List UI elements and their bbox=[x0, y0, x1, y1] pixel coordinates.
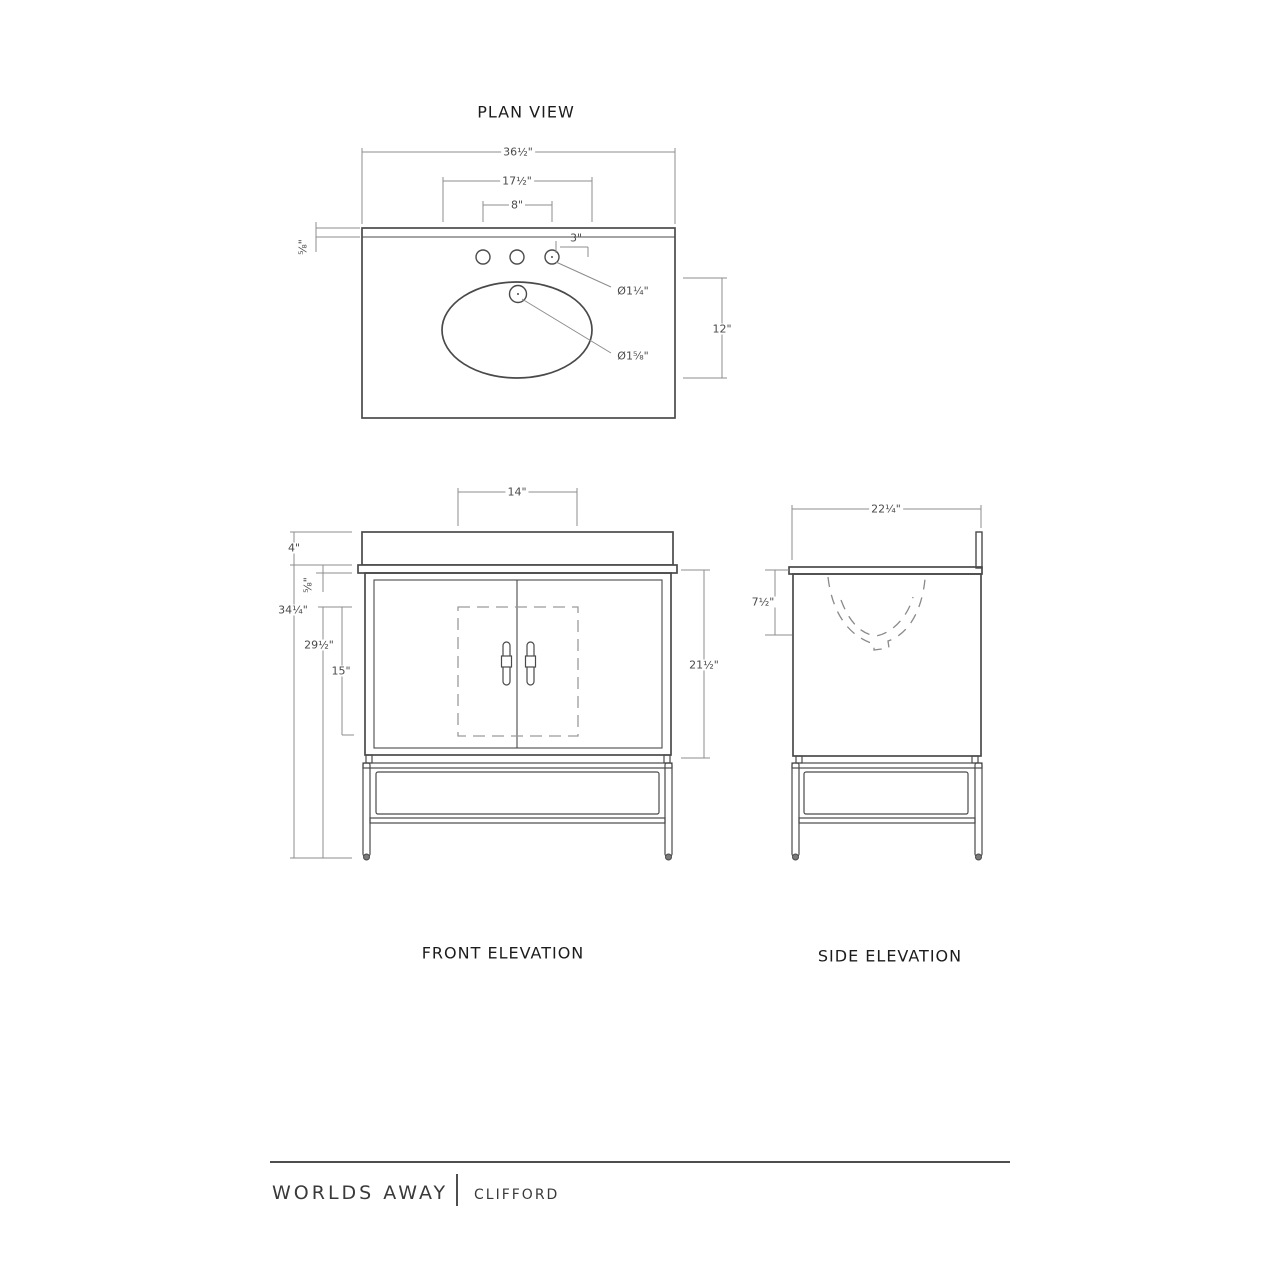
dim-front-clearance-height: 29½" bbox=[304, 638, 334, 652]
dim-front-top-thickness: ⅝" bbox=[301, 577, 315, 593]
front-countertop bbox=[358, 565, 677, 573]
dim-plan-drain-hole-dia: Ø1⅝" bbox=[617, 349, 649, 363]
side-left-foot bbox=[793, 854, 799, 860]
dim-plan-sink-cutout-width: 17½" bbox=[502, 174, 532, 188]
front-cabinet-body bbox=[365, 573, 671, 755]
side-right-foot bbox=[976, 854, 982, 860]
plan-view-drawing bbox=[362, 228, 675, 418]
footer-rule bbox=[270, 1161, 1010, 1163]
side-elevation-drawing bbox=[789, 532, 982, 860]
dim-front-interior-height: 15" bbox=[331, 664, 351, 678]
dim-plan-top-thickness: ⅝" bbox=[296, 239, 310, 255]
dim-plan-hole-offset: 3" bbox=[569, 231, 583, 245]
sink-bowl-dashed bbox=[828, 577, 925, 650]
dim-front-backsplash-cutout-width: 14" bbox=[507, 485, 527, 499]
plan-view-title: PLAN VIEW bbox=[477, 102, 575, 122]
front-door-panels bbox=[374, 580, 662, 748]
dim-front-cabinet-height: 21½" bbox=[689, 658, 719, 672]
faucet-hole-center bbox=[510, 250, 524, 264]
front-elevation-title: FRONT ELEVATION bbox=[421, 943, 585, 963]
interior-clearance-dashed bbox=[458, 607, 578, 736]
front-base-frame bbox=[363, 755, 672, 860]
dim-side-overall-depth: 22¼" bbox=[871, 502, 901, 516]
faucet-hole-left bbox=[476, 250, 490, 264]
sink-basin-oval bbox=[442, 282, 592, 378]
side-backsplash bbox=[976, 532, 982, 568]
front-left-foot bbox=[364, 854, 370, 860]
front-elevation-drawing bbox=[358, 532, 677, 860]
plan-countertop-outline bbox=[362, 228, 675, 418]
dim-front-backsplash-height: 4" bbox=[287, 541, 301, 555]
side-base-frame bbox=[792, 756, 982, 860]
side-elevation-dimension-lines bbox=[765, 502, 981, 635]
dim-plan-overall-width: 36½" bbox=[503, 145, 533, 159]
footer-divider bbox=[456, 1174, 458, 1206]
side-countertop bbox=[789, 567, 982, 574]
front-right-foot bbox=[666, 854, 672, 860]
door-handles bbox=[502, 642, 536, 685]
dim-plan-faucet-hole-dia: Ø1¼" bbox=[617, 284, 649, 298]
side-elevation-title: SIDE ELEVATION bbox=[817, 946, 963, 966]
front-backsplash bbox=[362, 532, 673, 565]
side-cabinet-body bbox=[793, 574, 981, 756]
dim-plan-hole-spacing: 8" bbox=[510, 198, 524, 212]
product-name: CLIFFORD bbox=[474, 1187, 560, 1203]
dim-side-bowl-depth: 7½" bbox=[751, 595, 775, 609]
front-elevation-dimension-lines bbox=[290, 485, 710, 858]
dim-front-overall-height: 34¼" bbox=[278, 603, 308, 617]
brand-name: WORLDS AWAY bbox=[272, 1182, 449, 1204]
dim-plan-sink-cutout-depth: 12" bbox=[712, 322, 732, 336]
